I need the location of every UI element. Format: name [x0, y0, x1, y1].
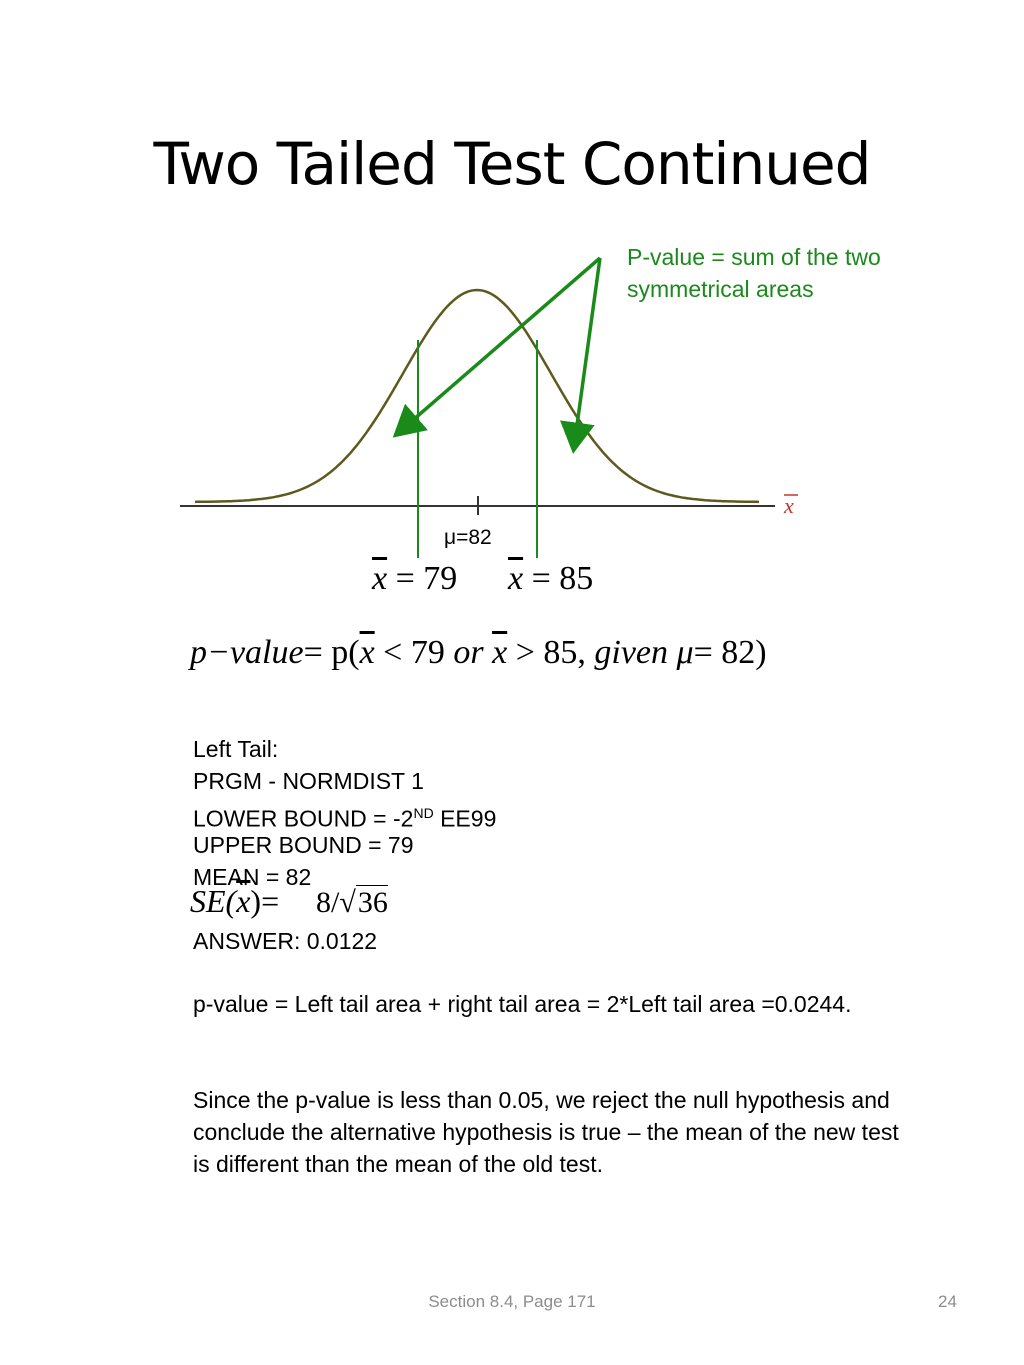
left-tail-line-mean: MEAN = 82 — [193, 864, 312, 890]
footer-section: Section 8.4, Page 171 — [428, 1292, 596, 1311]
arrow-to-right-tail — [574, 258, 600, 447]
left-tail-heading: Left Tail: — [193, 736, 279, 762]
callout-text: P-value = sum of the two symmetrical areas — [627, 244, 881, 302]
slide-title: Two Tailed Test Continued — [153, 130, 871, 198]
page-number: 24 — [938, 1292, 957, 1311]
xbar-left-equation: $\overline{x} = 79$ — [372, 560, 458, 597]
left-tail-line-upper: UPPER BOUND = 79 — [193, 832, 414, 858]
standard-error-value: 8/√36 — [316, 886, 388, 919]
xbar-right-equation: $\overline{x} = 85$ — [508, 560, 594, 597]
mu-label: μ=82 — [444, 526, 492, 549]
conclusion-paragraph: Since the p-value is less than 0.05, we reject the null hypothesis and conclude the alternative hypothesis is true – the mean of the new test is different than the mean of the old test. — [193, 1087, 899, 1177]
normal-curve-diagram — [0, 0, 1024, 620]
left-tail-answer: ANSWER: 0.0122 — [193, 928, 378, 954]
normal-curve — [195, 290, 759, 502]
standard-error-label: $SE(\overline{x})=$ — [190, 883, 280, 919]
left-tail-line-prgm: PRGM - NORMDIST 1 — [193, 768, 424, 794]
pvalue-formula: p−value= $p(\overline{x} < 79$ or $\overline{x} > 85$, given μ= 82) — [190, 634, 767, 671]
pvalue-paragraph: p-value = Left tail area + right tail area = 2*Left tail area =0.0244. — [193, 991, 852, 1017]
x-bar-axis-label: x — [784, 493, 794, 518]
left-tail-line-lower: LOWER BOUND = -2ND EE99 — [193, 805, 497, 832]
